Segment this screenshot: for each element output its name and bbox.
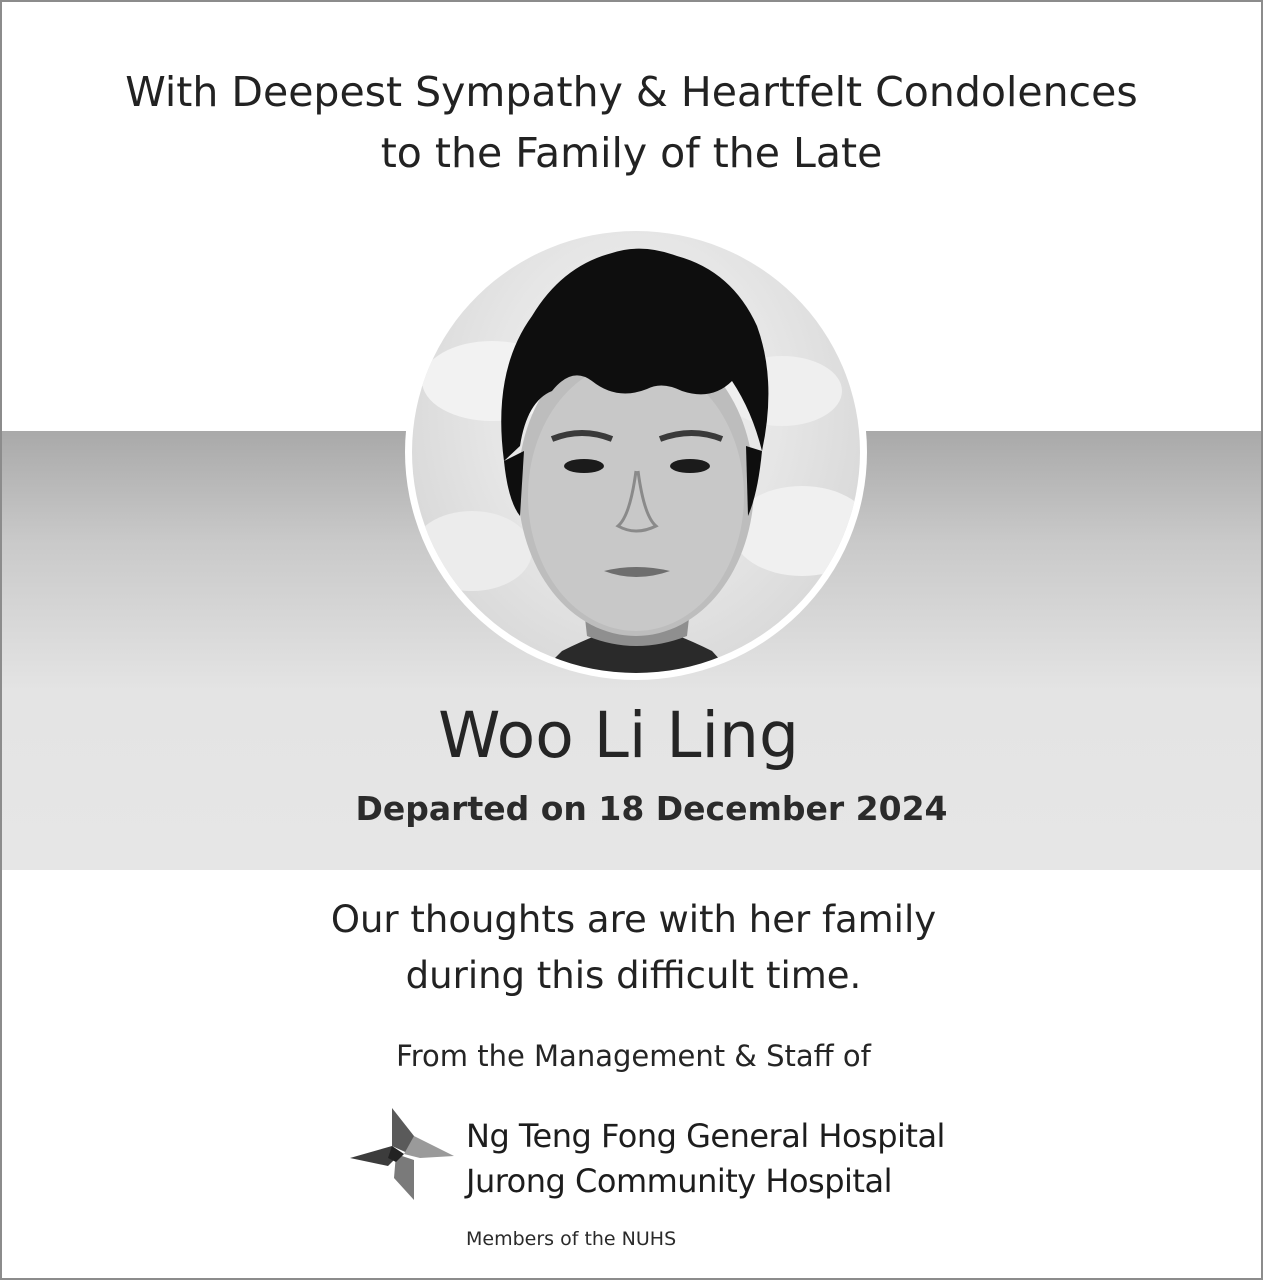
condolence-message — [2, 892, 1263, 1004]
hospital-name-2: Jurong Community Hospital — [466, 1162, 892, 1200]
portrait-illustration — [412, 231, 860, 673]
heading-line-2: to the Family of the Late — [380, 129, 883, 177]
membership-line: Members of the NUHS — [466, 1228, 677, 1250]
heading-line-1: With Deepest Sympathy & Heartfelt Condolences — [125, 68, 1138, 116]
deceased-name: Woo Li Ling — [438, 699, 799, 772]
hospital-name-1: Ng Teng Fong General Hospital — [466, 1117, 945, 1155]
nuhs-pinwheel-logo-icon — [348, 1106, 456, 1202]
from-line: From the Management & Staff of — [396, 1039, 871, 1073]
heading — [2, 62, 1261, 184]
message-line-1: Our thoughts are with her family — [330, 898, 937, 941]
departed-date: Departed on 18 December 2024 — [355, 789, 948, 828]
message-line-2: during this difficult time. — [405, 954, 862, 997]
portrait-photo — [412, 231, 860, 673]
